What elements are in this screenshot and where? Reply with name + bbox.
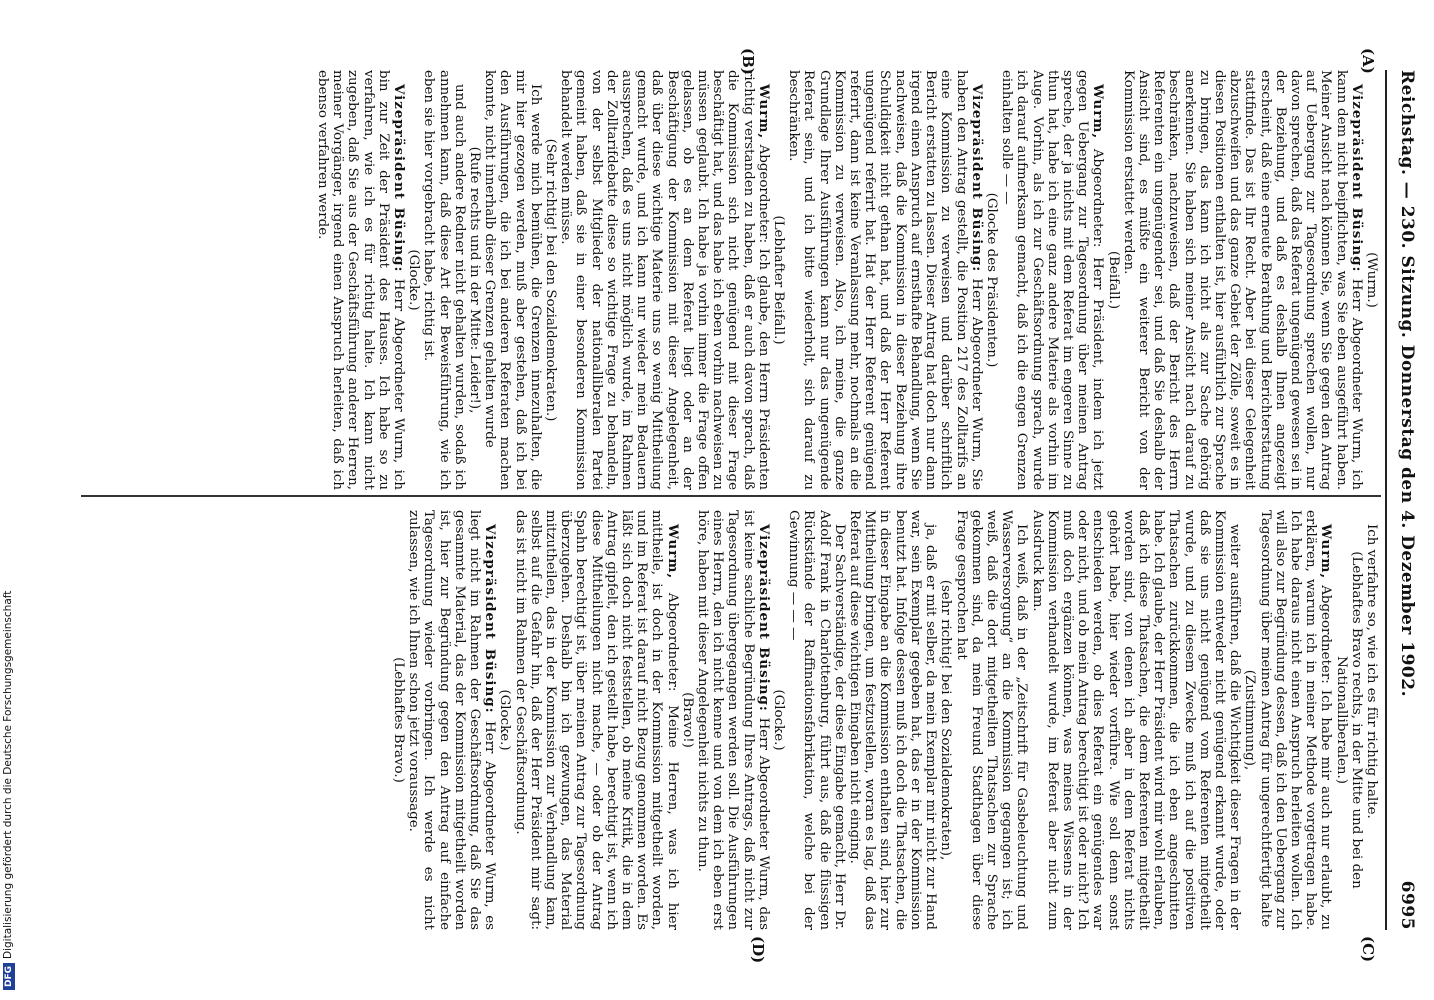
- paragraph-text: (Sehr richtig! bei den Sozialdemokraten.): [543, 138, 559, 422]
- speech-paragraph: [315, 70, 406, 490]
- speaker-name: Vizepräsident Büsing:: [482, 524, 499, 714]
- funding-note: [2, 560, 16, 990]
- margin-mark-a: (A): [1359, 48, 1377, 74]
- speaker-name: Wurm,: [664, 524, 681, 580]
- stage-direction: [771, 70, 786, 490]
- paragraph-text: Ich verfahre so, wie ich es für richtig halte.: [1364, 524, 1379, 819]
- paragraph-text: (Wurm.): [1364, 252, 1379, 308]
- page-header: [1385, 70, 1427, 930]
- margin-mark-b: (B): [739, 48, 757, 75]
- paragraph-text: (Glocke.): [406, 249, 422, 311]
- paragraph-text: (Rufe rechts und in der Mitte: Leider!),: [467, 146, 483, 414]
- paragraph-text: (sehr richtig! bei den Sozialdemokraten),: [938, 579, 954, 861]
- speech-paragraph: [1364, 510, 1379, 930]
- stage-direction: [406, 70, 421, 490]
- stage-direction: [543, 70, 558, 490]
- dfg-logo: DFG: [3, 963, 15, 990]
- speech-paragraph: [512, 510, 679, 930]
- paragraph-text: (Glocke.): [497, 689, 513, 751]
- margin-mark-d: (D): [749, 936, 767, 964]
- speech-paragraph: [421, 70, 467, 490]
- paragraph-text: Herr Abgeordneter Wurm, es liegt nicht im Rahmen der Geschäftsordnung, daß Sie das gesammte Material, das der Kommission mitgetheilt worden ist, hier zur Begründung gegen den Antrag auf einfache Tagesordnung wieder vorbringen. Ich werde es nicht zulassen, wie ich Ihnen schon jetzt voraussage.: [406, 510, 498, 930]
- stage-direction: [391, 510, 406, 930]
- page-number: 6995: [1397, 880, 1417, 930]
- paragraph-text: Herr Abgeordneter Wurm, das ist keine sachliche Begründung Ihres Antrags, daß nicht zur Tagesordnung übergegangen werden soll. Die Ausführungen eines Herrn, den ich nicht kenne und von dem ich eben erst höre, haben mit dieser Angelegenheit nichts zu thun.: [695, 510, 771, 930]
- stage-direction: [1364, 70, 1379, 490]
- paragraph-text: Abgeordneter: Ich habe mir auch nur erlaubt, zu erklären, warum ich in meiner Methode vorgetragen habe. Ich habe daraus nicht einen Anspruch herleiten wollen. Ich will also zur Begründung dessen, daß ich den Uebergang zur Tagesordnung über meinen Antrag für ungerechtfertigt halte: [1257, 510, 1334, 930]
- newspaper-page: [17, 0, 1427, 1000]
- speaker-name: Wurm,: [1090, 84, 1107, 140]
- speech-paragraph: [786, 70, 984, 490]
- speech-paragraph: [406, 510, 497, 930]
- speech-paragraph: [482, 70, 543, 490]
- stage-direction: [984, 70, 999, 490]
- speech-paragraph: [999, 70, 1105, 490]
- paragraph-text: und auch andere Redner nicht gehalten wurden, sodaß ich annehmen kann, daß diese Art der Beweisführung, wie ich eben sie hier vorgebracht habe, richtig ist.: [421, 70, 467, 490]
- paragraph-text: (Zustimmung),: [1242, 669, 1258, 771]
- paragraph-text: (Lebhaftes Bravo rechts, in der Mitte und bei den Nationalliberalen.): [1333, 551, 1364, 889]
- stage-direction: [771, 510, 786, 930]
- funding-text: Digitalisierung gefördert durch die Deutsche Forschungsgemeinschaft: [2, 590, 14, 959]
- funding-sidebar: [2, 560, 16, 990]
- stage-direction: [1105, 70, 1120, 490]
- paragraph-text: Der Sachverständige, der diese Eingabe gemacht, Herr Dr. Adolf Frank in Charlottenburg, führt aus, daß die flüssigen Rückstände der Raffinationsfabrikation, welche bei der Gewinnung — — —: [786, 510, 847, 930]
- paragraph-text: Abgeordneter: Meine Herren, was ich hier mittheile, ist doch in der Kommission mitgetheilt worden, und im Referat ist darauf nicht Bezug genommen worden. Es läßt sich doch nicht feststellen, ob meine Kritik, die in dem Antrag gipfelt, den ich gestellt habe, berechtigt ist, wenn ich diese Mittheilungen nicht mache, — oder ob der Antrag Spahn berechtigt ist, über meinen Antrag zur Tagesordnung überzugehen. Deshalb bin ich gezwungen, das Material mitzutheilen, das in der Kommission zur Verhandlung kam, selbst auf die Gefahr hin, daß der Herr Präsident mir sagt: das ist nicht im Rahmen der Geschäftsordnung.: [512, 510, 680, 930]
- speaker-name: Vizepräsident Büsing:: [755, 524, 772, 712]
- margin-mark-c: (C): [1359, 936, 1377, 963]
- paragraph-text: Herr Abgeordneter Wurm, ich bin zur Zeit der Präsident des Hauses. Ich habe so zu verfahren, wie ich es für richtig halte. Ich kann nicht zugeben, daß Sie aus der Geschäftsführung anderer Herren, meiner Vorgänger, irgend einen Anspruch herleiten, daß ich ebenso verfahren werde.: [314, 70, 406, 490]
- stage-direction: [497, 510, 512, 930]
- speech-paragraph: [1029, 510, 1242, 930]
- paragraph-text: (Beifall.): [1105, 250, 1121, 310]
- stage-direction: [680, 510, 695, 930]
- speech-paragraph: [1257, 510, 1333, 930]
- left-column: [29, 70, 1379, 490]
- speaker-name: Wurm,: [755, 84, 772, 140]
- paragraph-text: Herr Abgeordneter Wurm, Sie haben den Antrag gestellt, die Position 217 des Zolltarifs an eine Kommission zu verweisen und darüber schriftlich Bericht erstatten zu lassen. Dieser Antrag hat doch nur dann irgend einen Anspruch auf ernsthafte Behandlung, wenn Sie nachweisen, daß die Kommission in dieser Beziehung ihre Schuldigkeit nicht gethan hat, und daß der Herr Referent ungenügend referirt hat. Hat der Herr Referent genügend referirt, dann ist keine Veranlassung mehr, nochmals an die Kommission zu verweisen. Also, ich meine, die ganze Grundlage Ihrer Ausführungen kann nur das ungenügende Referat sein, und ich bitte wiederholt, sich darauf zu beschränken.: [786, 70, 984, 490]
- paragraph-text: (Bravo!): [679, 692, 695, 748]
- column-divider: [81, 495, 1381, 497]
- stage-direction: [938, 510, 953, 930]
- paragraph-text: Abgeordneter: Herr Präsident, indem ich jetzt gegen Uebergang zur Tagesordnung über meinen Antrag spreche, der ja nichts mit dem Referat im engeren Sinne zu thun hat, habe ich eine ganz andere Materie als vorhin im Auge. Vorhin, als ich zur Geschäftsordnung sprach, wurde ich darauf aufmerksam gemacht, daß ich die engen Grenzen einhalten solle — —: [999, 70, 1106, 490]
- speech-paragraph: [695, 510, 771, 930]
- stage-direction: [1242, 510, 1257, 930]
- right-column: [29, 510, 1379, 930]
- paragraph-text: Ich weiß, daß in der „Zeitschrift für Gasbeleuchtung und Wasserversorgung“ an die Kommission gegangen ist; ich weiß, daß die dort mitgetheilten Thatsachen zur Sprache gekommen sind, da mein Freund Stadthagen über diese Frage gesprochen hat: [953, 510, 1030, 930]
- stage-direction: [1333, 510, 1363, 930]
- paragraph-text: (Glocke des Präsidenten.): [983, 192, 999, 368]
- speech-paragraph: [558, 70, 771, 490]
- paragraph-text: Abgeordneter: Ich glaube, den Herrn Präsidenten richtig verstanden zu haben, daß er auch davon sprach, daß die Kommission sich nicht genügend mit dieser Frage beschäftigt hat, und das habe ich eben vorhin nachweisen zu müssen geglaubt. Ich habe ja vorhin immer die Frage offen gelassen, ob es an dem Referat liegt oder an der Beschäftigung der Kommission mit dieser Angelegenheit, daß über diese wichtige Materie uns so wenig Mittheilung gemacht wurde, und ich kann nur wieder mein Bedauern aussprechen, daß es uns nicht möglich wurde, im Rahmen der Zolltarifdebatte diese so wichtige Frage zu behandeln, von der selbst Mitglieder der nationalliberalen Partei gemeint haben, daß sie in einer besonderen Kommission behandelt werden müsse.: [558, 70, 771, 490]
- speaker-name: Vizepräsident Büsing:: [968, 84, 985, 273]
- speech-paragraph: [953, 510, 1029, 930]
- speech-paragraph: [847, 510, 938, 930]
- paragraph-text: (Lebhaftes Bravo.): [391, 657, 406, 783]
- speaker-name: Wurm,: [1318, 524, 1335, 580]
- speech-paragraph: [1121, 70, 1364, 490]
- paragraph-text: (Lebhafter Beifall.): [771, 215, 787, 345]
- speaker-name: Vizepräsident Büsing:: [391, 84, 407, 273]
- paragraph-text: ja, daß er mit selber, da mein Exemplar mir nicht zur Hand war, sein Exemplar gegeben hat, das er in der Kommission benutzt hat. Infolge dessen muß ich doch die Thatsachen, die in dieser Eingabe an die Kommission enthalten sind, hier zur Mittheilung bringen, um festzustellen, woran es lag, daß das Referat auf diese wichtigen Eingaben nicht einging.: [847, 510, 939, 930]
- paragraph-text: weiter ausführen, daß die Wichtigkeit dieser Fragen in der Kommission entweder nicht genügend erkannt wurde, oder daß sie uns nicht genügend vom Referenten mitgetheilt wurde, und zu diesem Zwecke muß ich auf die positiven Thatsachen zurückkommen, die ich eben angeschnitten habe. Ich glaube, der Herr Präsident wird mir wohl erlauben, daß ich diese Thatsachen, die dem Referenten mitgetheilt worden sind, von denen ich aber in dem Referat nichts gehört habe, hier wieder vorführe. Wie soll denn sonst entschieden werden, ob dies Referat ein genügendes war oder nicht, und ob mein Antrag berechtigt ist oder nicht? Ich muß doch ergänzen können, was meines Wissens in der Kommission verhandelt wurde, im Referat aber nicht zum Ausdruck kam.: [1029, 510, 1243, 930]
- header-title: Reichstag. — 230. Sitzung. Donnerstag den 4. Dezember 1902.: [1397, 70, 1417, 697]
- speech-paragraph: [786, 510, 847, 930]
- paragraph-text: Herr Abgeordneter Wurm, ich kann dem nicht beipflichten, was Sie eben ausgeführt haben. Meiner Ansicht nach können Sie, wenn Sie gegen den Antrag auf Uebergang zur Tagesordnung sprechen wollen, nur davon sprechen, daß das Referat ungenügend gewesen sei in der Beziehung, und daß es deshalb Ihnen angezeigt erscheint, daß eine erneute Berathung und Berichterstattung stattfinde. Das ist Ihr Recht. Aber bei dieser Gelegenheit abzuschweifen und das ganze Gebiet der Zölle, soweit es in diesen Positionen enthalten ist, hier ausführlich zur Sprache zu bringen, das kann ich nicht als zur Sache gehörig anerkennen. Sie haben sich meiner Ansicht nach darauf zu beschränken, nachzuweisen, daß der Bericht des Herrn Referenten ein ungenügender sei, und daß Sie deshalb der Ansicht sind, es müßte ein weiterer Bericht von der Kommission erstattet werden.: [1120, 70, 1364, 490]
- stage-direction: [467, 70, 482, 490]
- paragraph-text: (Glocke.): [771, 689, 787, 751]
- speaker-name: Vizepräsident Büsing:: [1348, 84, 1365, 273]
- paragraph-text: Ich werde mich bemühen, die Grenzen innezuhalten, die mir hier gezogen werden, muß aber gestehen, daß ich bei den Ausführungen, die ich bei anderen Referaten machen konnte, nicht innerhalb dieser Grenzen gehalten wurde: [482, 70, 543, 490]
